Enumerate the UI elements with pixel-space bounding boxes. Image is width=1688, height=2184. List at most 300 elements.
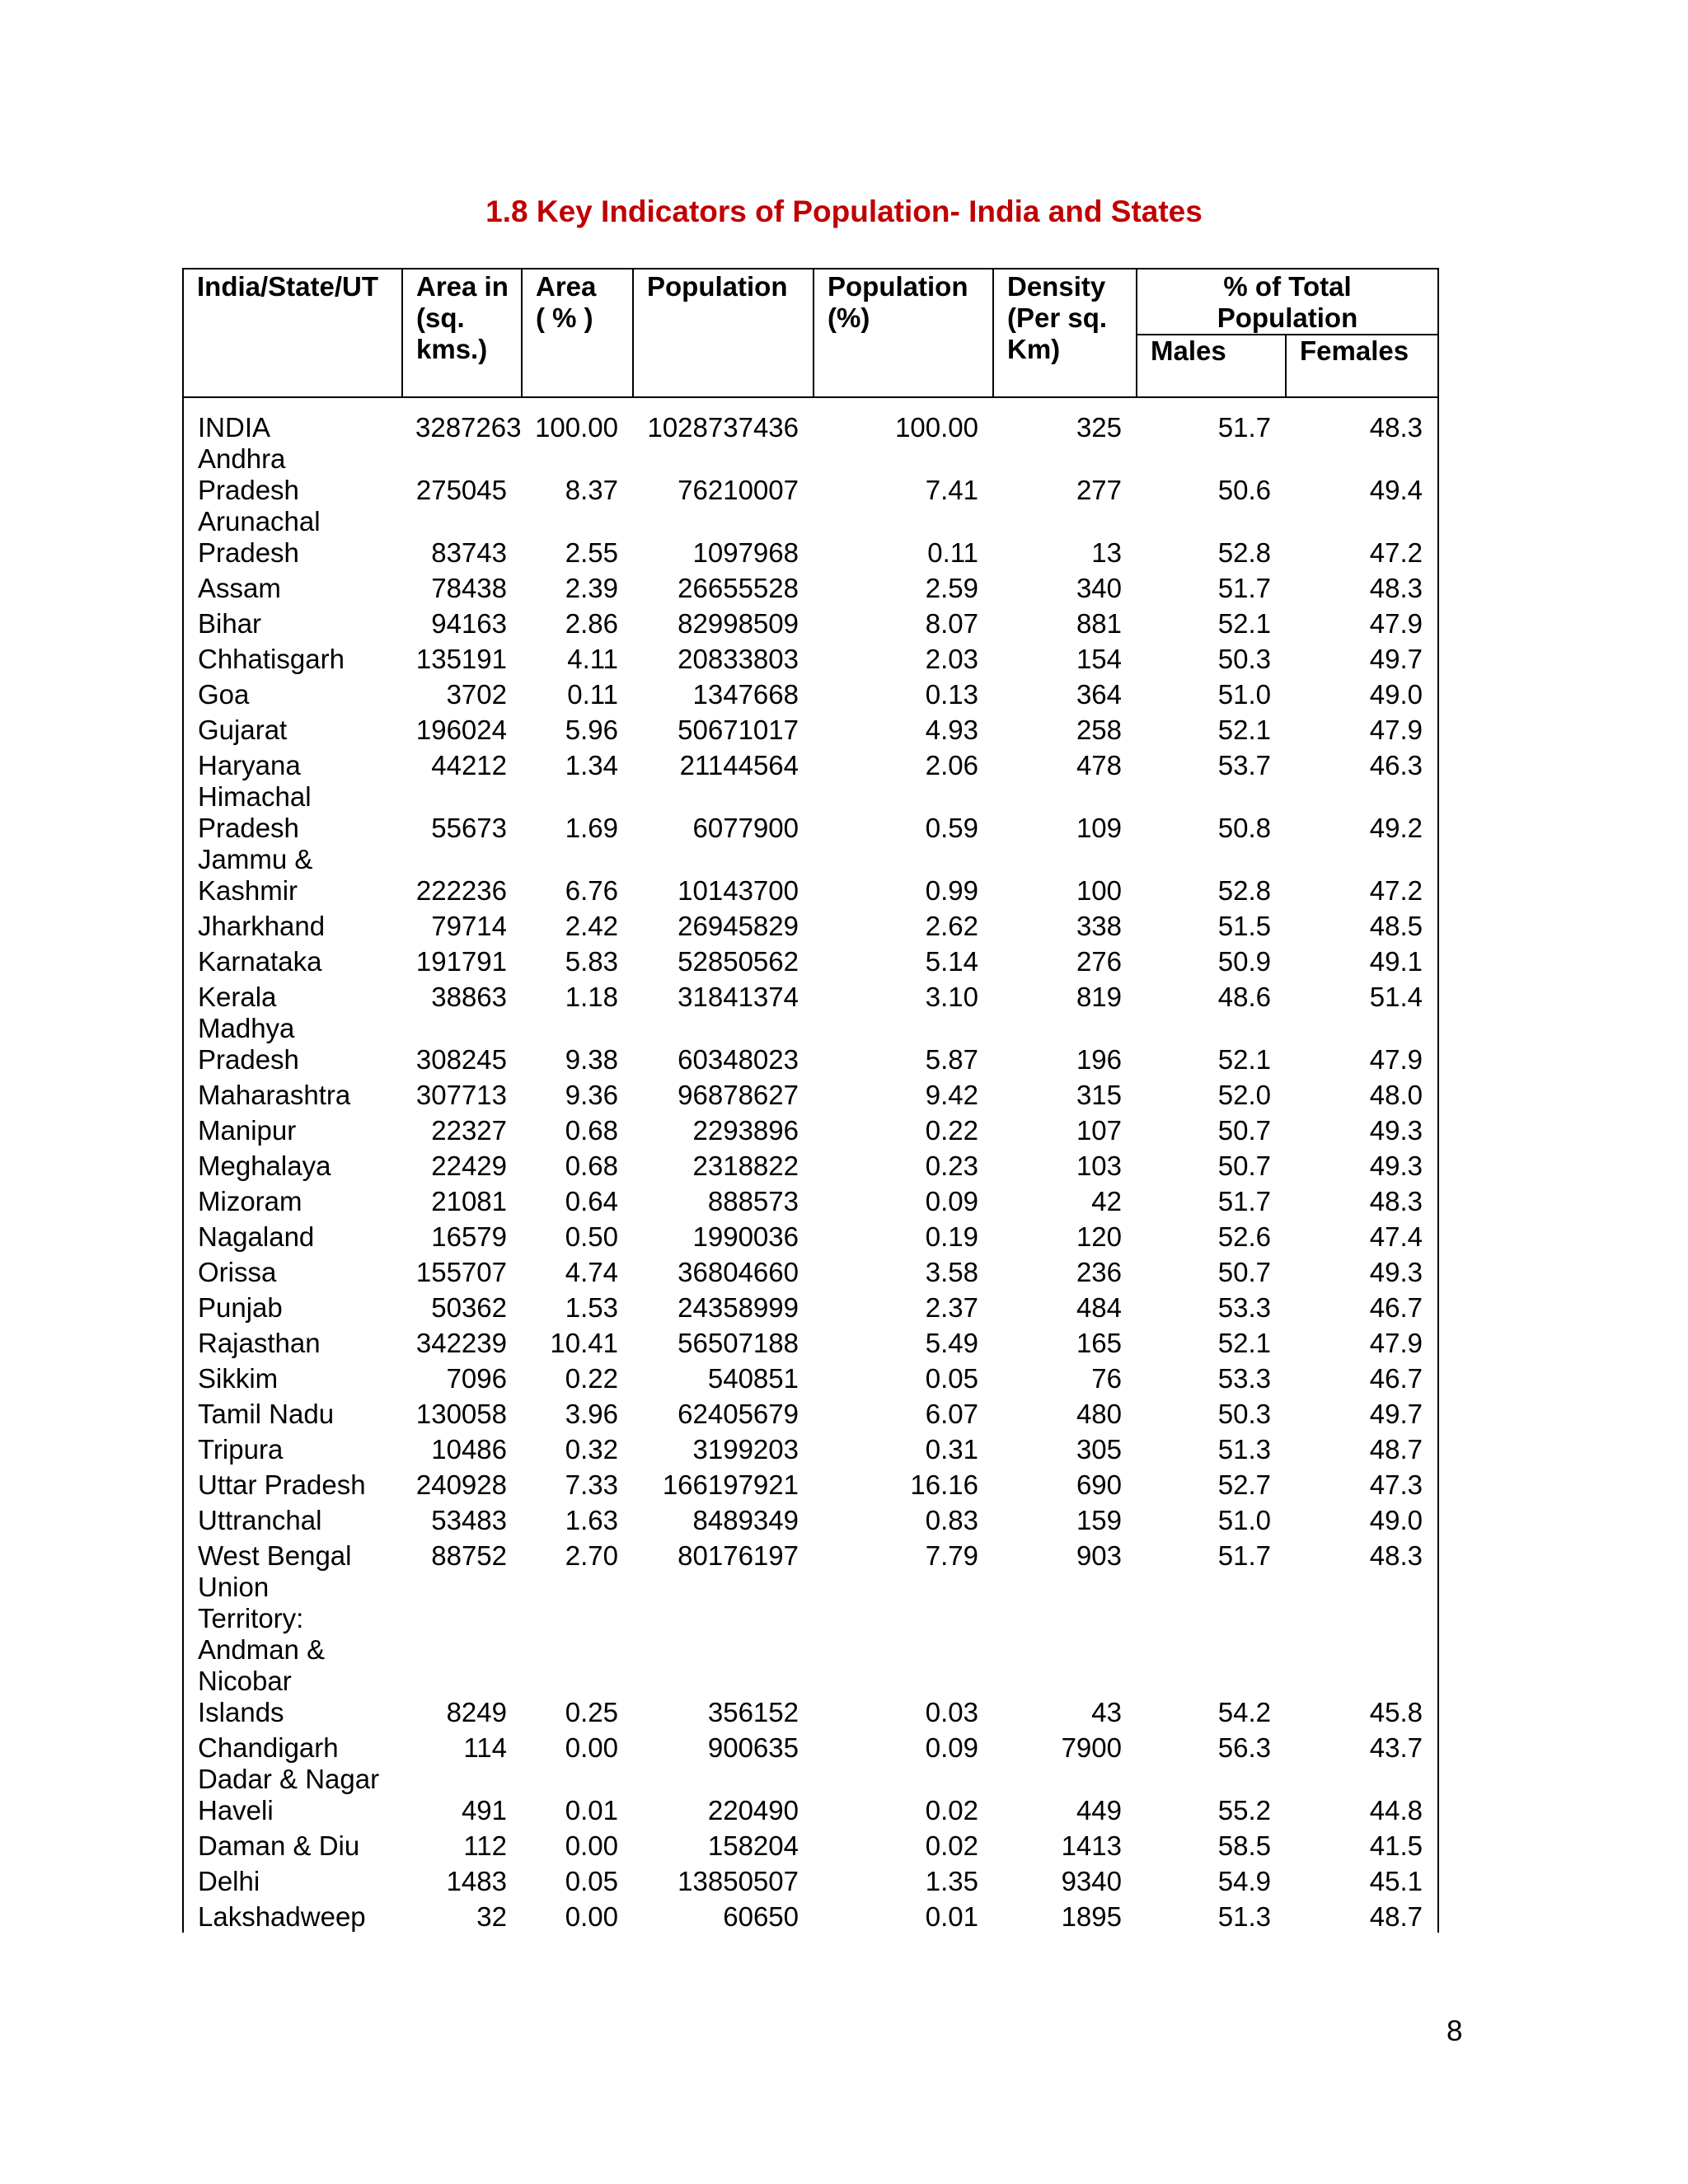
population-percent-cell: 8.07 <box>925 608 978 639</box>
population-percent-cell: 0.19 <box>925 1221 978 1252</box>
area-percent-cell: 0.01 <box>565 1795 618 1825</box>
table-row <box>183 1359 1438 1394</box>
table-row <box>183 907 1438 942</box>
area-sq-km-cell: 112 <box>463 1830 507 1861</box>
females-percent-cell: 48.3 <box>1286 408 1438 443</box>
area-percent-cell: 2.42 <box>565 911 618 941</box>
population-percent-cell: 1.35 <box>925 1866 978 1896</box>
population-cell: 3199203 <box>692 1434 799 1465</box>
population-cell: 540851 <box>707 1363 799 1394</box>
density-cell: 819 <box>1076 982 1122 1012</box>
density-cell: 364 <box>1076 679 1122 710</box>
population-percent-cell: 0.22 <box>925 1115 978 1146</box>
females-percent-cell: 47.9 <box>1286 1324 1438 1359</box>
males-percent-cell: 48.6 <box>1217 982 1271 1012</box>
males-percent-cell: 52.1 <box>1217 715 1271 745</box>
spacer-cell <box>633 397 814 408</box>
table-row <box>183 1253 1438 1288</box>
area-percent-cell: 0.32 <box>565 1434 618 1465</box>
density-cell: 107 <box>1076 1115 1122 1146</box>
population-cell: 6077900 <box>692 813 799 843</box>
table-row <box>183 1536 1438 1572</box>
population-cell: 900635 <box>707 1732 799 1763</box>
population-cell: 1028737436 <box>647 412 799 443</box>
population-percent-cell: 0.13 <box>925 679 978 710</box>
population-cell: 356152 <box>707 1697 799 1727</box>
state-name-cell: West Bengal <box>183 1536 402 1572</box>
area-sq-km-cell: 240928 <box>415 1469 507 1500</box>
density-cell: 478 <box>1076 750 1122 780</box>
females-percent-cell: 49.3 <box>1286 1253 1438 1288</box>
area-sq-km-cell: 308245 <box>415 1044 507 1075</box>
population-cell: 158204 <box>707 1830 799 1861</box>
population-percent-cell: 2.59 <box>925 573 978 603</box>
females-percent-cell: 47.3 <box>1286 1465 1438 1501</box>
area-sq-km-cell: 191791 <box>415 946 507 977</box>
area-sq-km-cell: 38863 <box>431 982 507 1012</box>
females-percent-cell: 43.7 <box>1286 1728 1438 1764</box>
header-males: Males <box>1137 335 1286 397</box>
table-row <box>183 1182 1438 1217</box>
table-row <box>183 942 1438 977</box>
density-cell: 76 <box>1091 1363 1122 1394</box>
females-percent-cell: 49.0 <box>1286 675 1438 710</box>
population-cell: 60348023 <box>678 1044 799 1075</box>
area-sq-km-cell: 342239 <box>415 1328 507 1358</box>
header-females: Females <box>1286 335 1438 397</box>
males-percent-cell: 52.7 <box>1217 1469 1271 1500</box>
table-row <box>183 443 1438 506</box>
population-percent-cell: 0.11 <box>927 537 978 568</box>
table-row <box>183 1324 1438 1359</box>
population-percent-cell: 0.03 <box>925 1697 978 1727</box>
population-percent-cell: 5.87 <box>925 1044 978 1075</box>
density-cell: 315 <box>1076 1080 1122 1110</box>
males-percent-cell: 52.6 <box>1217 1221 1271 1252</box>
males-percent-cell: 50.3 <box>1217 1399 1271 1429</box>
table-row <box>183 746 1438 781</box>
population-percent-cell: 0.99 <box>925 875 978 906</box>
area-percent-cell <box>522 1572 633 1634</box>
population-percent-cell: 2.62 <box>925 911 978 941</box>
females-percent-cell: 47.2 <box>1286 506 1438 569</box>
table-row <box>183 1217 1438 1253</box>
males-percent-cell: 50.3 <box>1217 644 1271 674</box>
spacer-cell <box>814 397 993 408</box>
spacer-cell <box>1137 397 1286 408</box>
state-name-cell: Lakshadweep <box>183 1897 402 1933</box>
area-percent-cell: 10.41 <box>550 1328 618 1358</box>
males-percent-cell: 54.9 <box>1217 1866 1271 1896</box>
table-row <box>183 408 1438 443</box>
area-percent-cell: 5.83 <box>565 946 618 977</box>
density-cell: 9340 <box>1061 1866 1122 1896</box>
table-row <box>183 844 1438 907</box>
spacer-cell <box>522 397 633 408</box>
area-sq-km-cell: 1483 <box>446 1866 507 1896</box>
area-percent-cell: 0.68 <box>565 1115 618 1146</box>
area-sq-km-cell: 491 <box>461 1795 507 1825</box>
males-percent-cell: 50.8 <box>1217 813 1271 843</box>
density-cell: 236 <box>1076 1257 1122 1287</box>
density-cell: 484 <box>1076 1292 1122 1323</box>
table-row <box>183 1826 1438 1862</box>
females-percent-cell: 51.4 <box>1286 977 1438 1013</box>
density-cell: 100 <box>1076 875 1122 906</box>
state-name-cell: Union Territory: <box>183 1572 402 1634</box>
area-percent-cell: 0.22 <box>565 1363 618 1394</box>
state-name-cell: Orissa <box>183 1253 402 1288</box>
population-cell: 8489349 <box>692 1505 799 1535</box>
males-percent-cell: 53.3 <box>1217 1292 1271 1323</box>
spacer-cell <box>993 397 1137 408</box>
females-percent-cell: 47.9 <box>1286 604 1438 640</box>
state-name-cell: Karnataka <box>183 942 402 977</box>
density-cell: 340 <box>1076 573 1122 603</box>
population-cell: 36804660 <box>678 1257 799 1287</box>
females-percent-cell: 44.8 <box>1286 1764 1438 1826</box>
area-percent-cell: 4.74 <box>565 1257 618 1287</box>
density-cell: 480 <box>1076 1399 1122 1429</box>
header-density: Density (Per sq. Km) <box>993 269 1137 397</box>
density-cell: 305 <box>1076 1434 1122 1465</box>
area-percent-cell: 6.76 <box>565 875 618 906</box>
males-percent-cell: 51.7 <box>1217 573 1271 603</box>
state-name-cell: Meghalaya <box>183 1146 402 1182</box>
females-percent-cell: 48.3 <box>1286 1536 1438 1572</box>
area-percent-cell: 2.39 <box>565 573 618 603</box>
population-percent-cell: 0.23 <box>925 1151 978 1181</box>
area-percent-cell: 4.11 <box>567 644 618 674</box>
males-percent-cell: 52.0 <box>1217 1080 1271 1110</box>
population-percent-cell <box>814 1572 993 1634</box>
area-sq-km-cell: 22429 <box>431 1151 507 1181</box>
area-percent-cell: 1.34 <box>565 750 618 780</box>
population-percent-cell: 6.07 <box>925 1399 978 1429</box>
males-percent-cell: 53.7 <box>1217 750 1271 780</box>
population-cell: 76210007 <box>678 475 799 505</box>
spacer-cell <box>1286 397 1438 408</box>
area-percent-cell: 8.37 <box>565 475 618 505</box>
state-name-cell: Tamil Nadu <box>183 1394 402 1430</box>
state-name-cell: Dadar & Nagar Haveli <box>183 1764 402 1826</box>
state-name-cell: Chandigarh <box>183 1728 402 1764</box>
state-name-cell: Arunachal Pradesh <box>183 506 402 569</box>
females-percent-cell: 49.1 <box>1286 942 1438 977</box>
males-percent-cell: 50.7 <box>1217 1115 1271 1146</box>
state-name-cell: Andhra Pradesh <box>183 443 402 506</box>
state-name-cell: Uttranchal <box>183 1501 402 1536</box>
density-cell: 154 <box>1076 644 1122 674</box>
area-percent-cell: 0.50 <box>565 1221 618 1252</box>
males-percent-cell: 55.2 <box>1217 1795 1271 1825</box>
header-state: India/State/UT <box>183 269 402 397</box>
state-name-cell: Rajasthan <box>183 1324 402 1359</box>
males-percent-cell: 53.3 <box>1217 1363 1271 1394</box>
area-sq-km-cell: 275045 <box>415 475 507 505</box>
females-percent-cell: 46.7 <box>1286 1359 1438 1394</box>
population-cell: 26655528 <box>678 573 799 603</box>
state-name-cell: Assam <box>183 569 402 604</box>
area-percent-cell: 0.05 <box>565 1866 618 1896</box>
population-percent-cell: 0.05 <box>925 1363 978 1394</box>
population-cell: 60650 <box>723 1901 799 1932</box>
table-row <box>183 604 1438 640</box>
males-percent-cell: 51.5 <box>1217 911 1271 941</box>
population-percent-cell: 0.09 <box>925 1732 978 1763</box>
table-row <box>183 569 1438 604</box>
area-sq-km-cell: 94163 <box>431 608 507 639</box>
table-row <box>183 710 1438 746</box>
males-percent-cell: 51.7 <box>1217 412 1271 443</box>
state-name-cell: Manipur <box>183 1111 402 1146</box>
males-percent-cell: 58.5 <box>1217 1830 1271 1861</box>
density-cell: 159 <box>1076 1505 1122 1535</box>
population-percent-cell: 0.01 <box>925 1901 978 1932</box>
population-percent-cell: 0.31 <box>925 1434 978 1465</box>
females-percent-cell: 47.4 <box>1286 1217 1438 1253</box>
area-percent-cell: 0.00 <box>565 1830 618 1861</box>
females-percent-cell: 45.1 <box>1286 1862 1438 1897</box>
area-percent-cell: 1.63 <box>565 1505 618 1535</box>
area-sq-km-cell: 55673 <box>431 813 507 843</box>
population-cell: 26945829 <box>678 911 799 941</box>
males-percent-cell: 51.3 <box>1217 1434 1271 1465</box>
state-name-cell: INDIA <box>183 408 402 443</box>
area-sq-km-cell: 16579 <box>431 1221 507 1252</box>
state-name-cell: Himachal Pradesh <box>183 781 402 844</box>
population-table <box>182 268 1439 1933</box>
females-percent-cell: 49.7 <box>1286 640 1438 675</box>
density-cell: 338 <box>1076 911 1122 941</box>
density-cell: 165 <box>1076 1328 1122 1358</box>
density-cell: 449 <box>1076 1795 1122 1825</box>
area-percent-cell: 5.96 <box>565 715 618 745</box>
population-percent-cell: 5.49 <box>925 1328 978 1358</box>
density-cell: 325 <box>1076 412 1122 443</box>
area-sq-km-cell: 22327 <box>431 1115 507 1146</box>
males-percent-cell: 50.7 <box>1217 1151 1271 1181</box>
table-row <box>183 1728 1438 1764</box>
population-percent-cell: 3.10 <box>925 982 978 1012</box>
males-percent-cell: 52.1 <box>1217 1328 1271 1358</box>
males-percent-cell: 52.8 <box>1217 875 1271 906</box>
state-name-cell: Nagaland <box>183 1217 402 1253</box>
area-sq-km-cell: 7096 <box>446 1363 507 1394</box>
females-percent-cell: 48.7 <box>1286 1430 1438 1465</box>
state-name-cell: Tripura <box>183 1430 402 1465</box>
population-cell: 20833803 <box>678 644 799 674</box>
table-row <box>183 640 1438 675</box>
population-cell: 82998509 <box>678 608 799 639</box>
density-cell: 196 <box>1076 1044 1122 1075</box>
males-percent-cell: 51.0 <box>1217 679 1271 710</box>
females-percent-cell: 45.8 <box>1286 1634 1438 1728</box>
density-cell: 1413 <box>1061 1830 1122 1861</box>
table-row <box>183 675 1438 710</box>
area-percent-cell: 1.18 <box>565 982 618 1012</box>
table-row <box>183 1288 1438 1324</box>
population-cell: 2318822 <box>692 1151 799 1181</box>
table-row <box>183 1076 1438 1111</box>
population-percent-cell: 2.03 <box>925 644 978 674</box>
population-cell: 62405679 <box>678 1399 799 1429</box>
females-percent-cell: 48.0 <box>1286 1076 1438 1111</box>
table-row <box>183 1862 1438 1897</box>
population-cell: 21144564 <box>679 750 799 780</box>
females-percent-cell: 49.2 <box>1286 781 1438 844</box>
females-percent-cell: 49.0 <box>1286 1501 1438 1536</box>
page-title: 1.8 Key Indicators of Population- India and States <box>485 194 1203 228</box>
males-percent-cell: 51.0 <box>1217 1505 1271 1535</box>
density-cell: 43 <box>1091 1697 1122 1727</box>
density-cell <box>993 1572 1137 1634</box>
table-header <box>183 269 1438 397</box>
population-cell: 56507188 <box>678 1328 799 1358</box>
area-sq-km-cell: 79714 <box>431 911 507 941</box>
population-cell: 24358999 <box>678 1292 799 1323</box>
header-population-percent: Population (%) <box>814 269 993 397</box>
area-sq-km-cell <box>402 1572 522 1634</box>
area-sq-km-cell: 10486 <box>431 1434 507 1465</box>
area-percent-cell: 0.68 <box>565 1151 618 1181</box>
females-percent-cell: 49.3 <box>1286 1146 1438 1182</box>
females-percent-cell: 46.7 <box>1286 1288 1438 1324</box>
area-sq-km-cell: 155707 <box>415 1257 507 1287</box>
table-row <box>183 506 1438 569</box>
table-row <box>183 1764 1438 1826</box>
density-cell: 690 <box>1076 1469 1122 1500</box>
population-percent-cell: 2.06 <box>925 750 978 780</box>
population-percent-cell: 9.42 <box>925 1080 978 1110</box>
area-sq-km-cell: 78438 <box>431 573 507 603</box>
population-cell: 220490 <box>707 1795 799 1825</box>
table-row <box>183 1897 1438 1933</box>
population-percent-cell: 0.02 <box>925 1830 978 1861</box>
population-percent-cell: 3.58 <box>925 1257 978 1287</box>
density-cell: 13 <box>1091 537 1122 568</box>
density-cell: 120 <box>1076 1221 1122 1252</box>
females-percent-cell: 49.7 <box>1286 1394 1438 1430</box>
area-percent-cell: 100.00 <box>535 412 618 443</box>
state-name-cell: Goa <box>183 675 402 710</box>
table-row <box>183 1634 1438 1728</box>
table-body <box>183 397 1438 1933</box>
state-name-cell: Delhi <box>183 1862 402 1897</box>
population-percent-cell: 2.37 <box>925 1292 978 1323</box>
females-percent-cell <box>1286 1572 1438 1634</box>
population-cell: 13850507 <box>678 1866 799 1896</box>
density-cell: 277 <box>1076 475 1122 505</box>
area-percent-cell: 9.38 <box>565 1044 618 1075</box>
density-cell: 1895 <box>1061 1901 1122 1932</box>
density-cell: 903 <box>1076 1540 1122 1571</box>
area-percent-cell: 0.11 <box>567 679 618 710</box>
population-cell: 31841374 <box>678 982 799 1012</box>
density-cell: 881 <box>1076 608 1122 639</box>
area-percent-cell: 3.96 <box>565 1399 618 1429</box>
population-percent-cell: 7.41 <box>925 475 978 505</box>
table-row <box>183 781 1438 844</box>
population-cell: 10143700 <box>678 875 799 906</box>
females-percent-cell: 48.5 <box>1286 907 1438 942</box>
females-percent-cell: 48.7 <box>1286 1897 1438 1933</box>
population-cell: 80176197 <box>678 1540 799 1571</box>
area-sq-km-cell: 8249 <box>446 1697 507 1727</box>
density-cell: 276 <box>1076 946 1122 977</box>
state-name-cell: Bihar <box>183 604 402 640</box>
area-sq-km-cell: 88752 <box>431 1540 507 1571</box>
population-percent-cell: 16.16 <box>910 1469 978 1500</box>
density-cell: 103 <box>1076 1151 1122 1181</box>
table-row <box>183 1013 1438 1076</box>
population-cell <box>633 1572 814 1634</box>
males-percent-cell: 52.8 <box>1217 537 1271 568</box>
state-name-cell: Chhatisgarh <box>183 640 402 675</box>
area-sq-km-cell: 53483 <box>431 1505 507 1535</box>
state-name-cell: Jharkhand <box>183 907 402 942</box>
population-percent-cell: 0.83 <box>925 1505 978 1535</box>
area-sq-km-cell: 307713 <box>415 1080 507 1110</box>
table-row <box>183 1111 1438 1146</box>
population-percent-cell: 0.09 <box>925 1186 978 1216</box>
population-cell: 50671017 <box>678 715 799 745</box>
table-row <box>183 977 1438 1013</box>
population-cell: 1990036 <box>692 1221 799 1252</box>
state-name-cell: Daman & Diu <box>183 1826 402 1862</box>
state-name-cell: Sikkim <box>183 1359 402 1394</box>
density-cell: 258 <box>1076 715 1122 745</box>
males-percent-cell: 50.6 <box>1217 475 1271 505</box>
area-percent-cell: 2.55 <box>565 537 618 568</box>
header-area-percent: Area ( % ) <box>522 269 633 397</box>
area-sq-km-cell: 50362 <box>431 1292 507 1323</box>
area-sq-km-cell: 3287263 <box>415 412 522 443</box>
header-population: Population <box>633 269 814 397</box>
males-percent-cell: 51.7 <box>1217 1186 1271 1216</box>
males-percent-cell: 52.1 <box>1217 608 1271 639</box>
spacer-cell <box>402 397 522 408</box>
population-percent-cell: 100.00 <box>895 412 978 443</box>
males-percent-cell <box>1137 1572 1286 1634</box>
area-sq-km-cell: 44212 <box>431 750 507 780</box>
state-name-cell: Andman & Nicobar Islands <box>183 1634 402 1728</box>
males-percent-cell: 50.7 <box>1217 1257 1271 1287</box>
area-percent-cell: 0.00 <box>565 1901 618 1932</box>
females-percent-cell: 47.2 <box>1286 844 1438 907</box>
density-cell: 42 <box>1091 1186 1122 1216</box>
table-row <box>183 1572 1438 1634</box>
area-sq-km-cell: 32 <box>476 1901 507 1932</box>
males-percent-cell: 54.2 <box>1217 1697 1271 1727</box>
area-percent-cell: 1.53 <box>565 1292 618 1323</box>
table-row <box>183 1430 1438 1465</box>
females-percent-cell: 47.9 <box>1286 710 1438 746</box>
population-cell: 96878627 <box>678 1080 799 1110</box>
state-name-cell: Punjab <box>183 1288 402 1324</box>
area-percent-cell: 0.64 <box>565 1186 618 1216</box>
state-name-cell: Jammu & Kashmir <box>183 844 402 907</box>
females-percent-cell: 47.9 <box>1286 1013 1438 1076</box>
population-cell: 1097968 <box>692 537 799 568</box>
density-cell: 109 <box>1076 813 1122 843</box>
header-area-sq-km: Area in (sq. kms.) <box>402 269 522 397</box>
table-row <box>183 1465 1438 1501</box>
females-percent-cell: 49.4 <box>1286 443 1438 506</box>
area-sq-km-cell: 83743 <box>431 537 507 568</box>
state-name-cell: Maharashtra <box>183 1076 402 1111</box>
table-row <box>183 1501 1438 1536</box>
